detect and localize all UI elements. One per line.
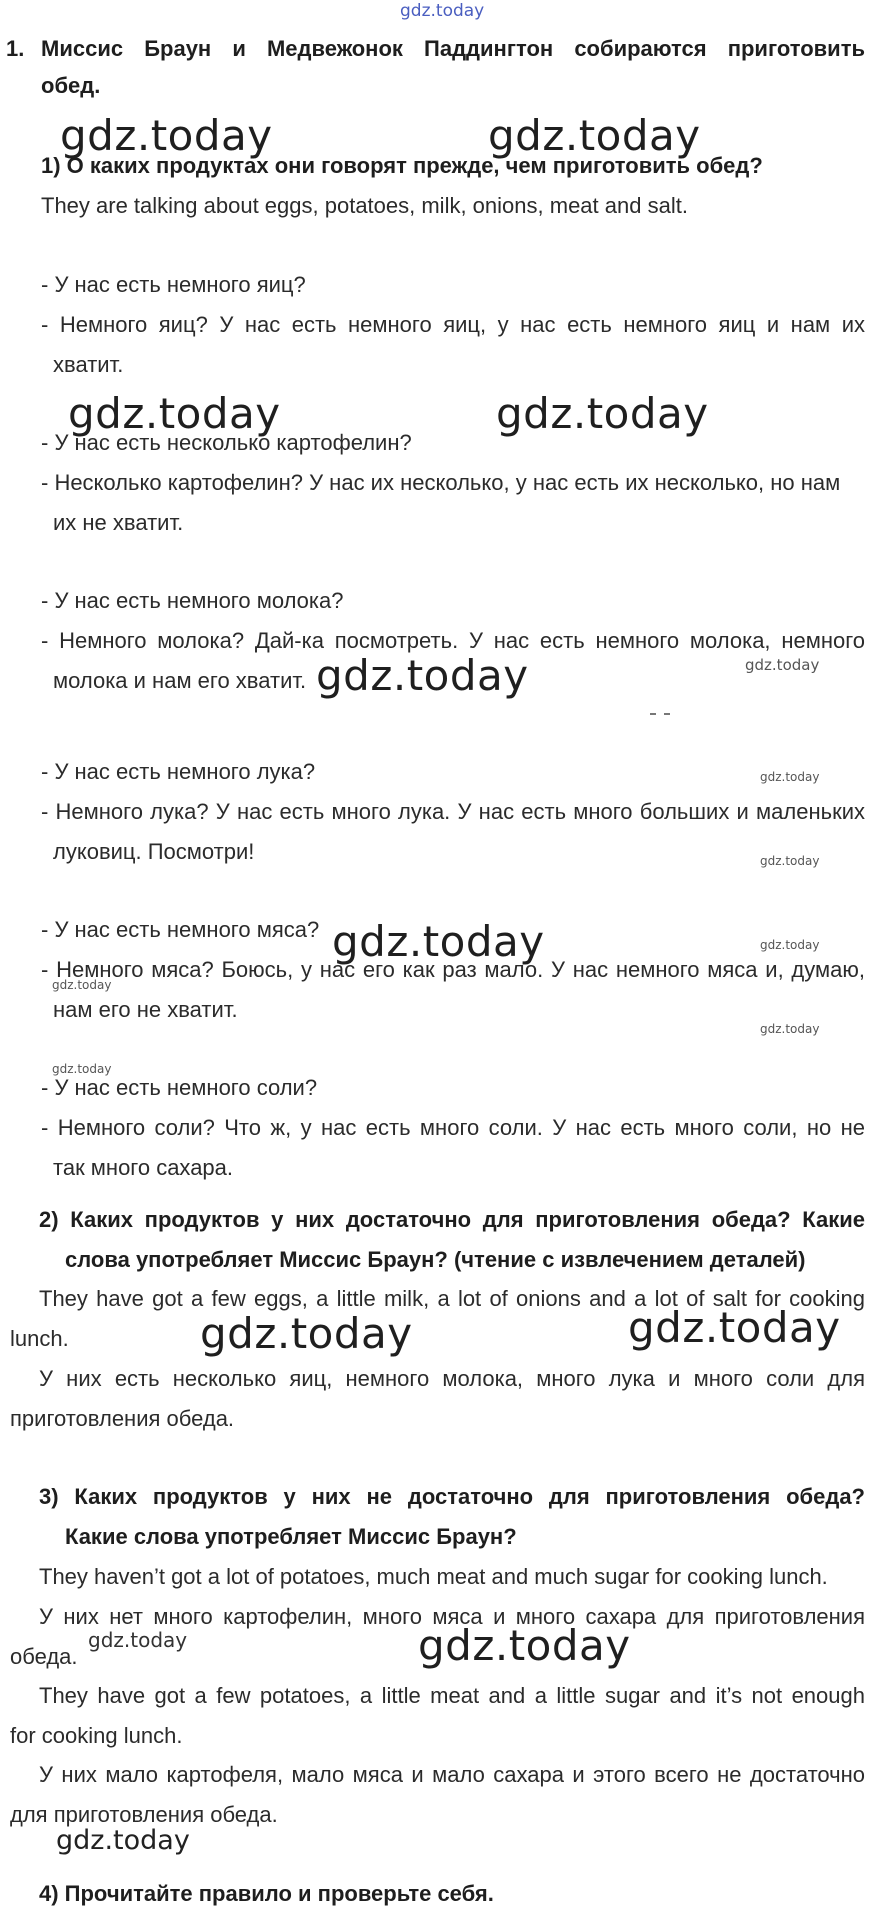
q2-russian-line2: приготовления обеда. [10, 1406, 235, 1431]
header-watermark: gdz.today [400, 1, 485, 21]
watermark-large: gdz.today [488, 111, 701, 160]
q3-english-2-line2: for cooking lunch. [10, 1723, 183, 1748]
dialogue-meat-answer-line2: нам его не хватит. [53, 997, 238, 1022]
q3-russian-1-line1: У них нет много картофелин, много мяса и много сахара для приготовления [39, 1604, 865, 1629]
watermark-small: gdz.today [52, 978, 112, 992]
watermark-small: gdz.today [52, 1062, 112, 1076]
watermark-large: gdz.today [628, 1303, 841, 1352]
dialogue-potatoes-answer-line1: - Несколько картофелин? У нас их несколько, у нас есть их несколько, но нам [41, 470, 841, 495]
q3-heading-line1: 3) Каких продуктов у них не достаточно для приготовления обеда? [39, 1484, 865, 1509]
q2-heading-line1: 2) Каких продуктов у них достаточно для приготовления обеда? Какие [39, 1207, 865, 1232]
dialogue-eggs-question: - У нас есть немного яиц? [41, 272, 306, 297]
dialogue-salt-answer-line2: так много сахара. [53, 1155, 234, 1180]
watermark-medium: gdz.today [56, 1825, 190, 1856]
q2-heading-line2: слова употребляет Миссис Браун? (чтение с извлечением деталей) [65, 1247, 806, 1272]
watermark-large: gdz.today [60, 111, 273, 160]
watermark-medium: gdz.today [88, 1628, 188, 1652]
dialogue-potatoes-answer-line2: их не хватит. [53, 510, 184, 535]
stray-mark [650, 713, 656, 715]
task-title-line2: обед. [41, 73, 101, 98]
watermark-large: gdz.today [200, 1309, 413, 1358]
watermark-large: gdz.today [332, 917, 545, 966]
watermark-small: gdz.today [760, 938, 820, 952]
q4-heading: 4) Прочитайте правило и проверьте себя. [39, 1881, 494, 1906]
stray-mark [664, 713, 670, 715]
dialogue-onion-answer-line1: - Немного лука? У нас есть много лука. У нас есть много больших и маленьких [41, 799, 865, 824]
dialogue-milk-question: - У нас есть немного молока? [41, 588, 344, 613]
q3-english-2-line1: They have got a few potatoes, a little meat and a little sugar and it’s not enough [39, 1683, 865, 1708]
watermark-small: gdz.today [760, 854, 820, 868]
watermark-large: gdz.today [68, 389, 281, 438]
q3-russian-2-line1: У них мало картофеля, мало мяса и мало сахара и этого всего не достаточно [39, 1762, 865, 1787]
dialogue-salt-question: - У нас есть немного соли? [41, 1075, 318, 1100]
q1-heading: 1) О каких продуктах они говорят прежде, чем приготовить обед? [41, 153, 763, 178]
q2-english-line2: lunch. [10, 1326, 69, 1351]
q3-heading-line2: Какие слова употребляет Миссис Браун? [65, 1524, 517, 1549]
q3-english-1: They haven’t got a lot of potatoes, much meat and much sugar for cooking lunch. [39, 1564, 828, 1589]
dialogue-meat-answer-line1: - Немного мяса? Боюсь, у нас его как раз мало. У нас немного мяса и, думаю, [41, 957, 865, 982]
dialogue-milk-answer-line1: - Немного молока? Дай-ка посмотреть. У нас есть немного молока, немного [41, 628, 865, 653]
watermark-small: gdz.today [745, 656, 820, 674]
q3-russian-1-line2: обеда. [10, 1644, 78, 1669]
dialogue-eggs-answer-line1: - Немного яиц? У нас есть немного яиц, у нас есть немного яиц и нам их [41, 312, 865, 337]
watermark-small: gdz.today [760, 1022, 820, 1036]
dialogue-eggs-answer-line2: хватит. [53, 352, 124, 377]
task-title-line1: Миссис Браун и Медвежонок Паддингтон собираются приготовить [41, 36, 865, 61]
task-number: 1. [6, 36, 25, 61]
q2-english-line1: They have got a few eggs, a little milk, a lot of onions and a lot of salt for cooking [39, 1286, 865, 1311]
watermark-large: gdz.today [316, 651, 529, 700]
q2-russian-line1: У них есть несколько яиц, немного молока, много лука и много соли для [39, 1366, 865, 1391]
watermark-large: gdz.today [496, 389, 709, 438]
q1-answer: They are talking about eggs, potatoes, milk, onions, meat and salt. [41, 193, 688, 218]
dialogue-onion-answer-line2: луковиц. Посмотри! [53, 839, 255, 864]
dialogue-onion-question: - У нас есть немного лука? [41, 759, 316, 784]
q3-russian-2-line2: для приготовления обеда. [10, 1802, 278, 1827]
dialogue-potatoes-question: - У нас есть несколько картофелин? [41, 430, 412, 455]
dialogue-meat-question: - У нас есть немного мяса? [41, 917, 320, 942]
watermark-small: gdz.today [760, 770, 820, 784]
watermark-large: gdz.today [418, 1621, 631, 1670]
dialogue-milk-answer-line2: молока и нам его хватит. [53, 668, 307, 693]
dialogue-salt-answer-line1: - Немного соли? Что ж, у нас есть много соли. У нас есть много соли, но не [41, 1115, 865, 1140]
